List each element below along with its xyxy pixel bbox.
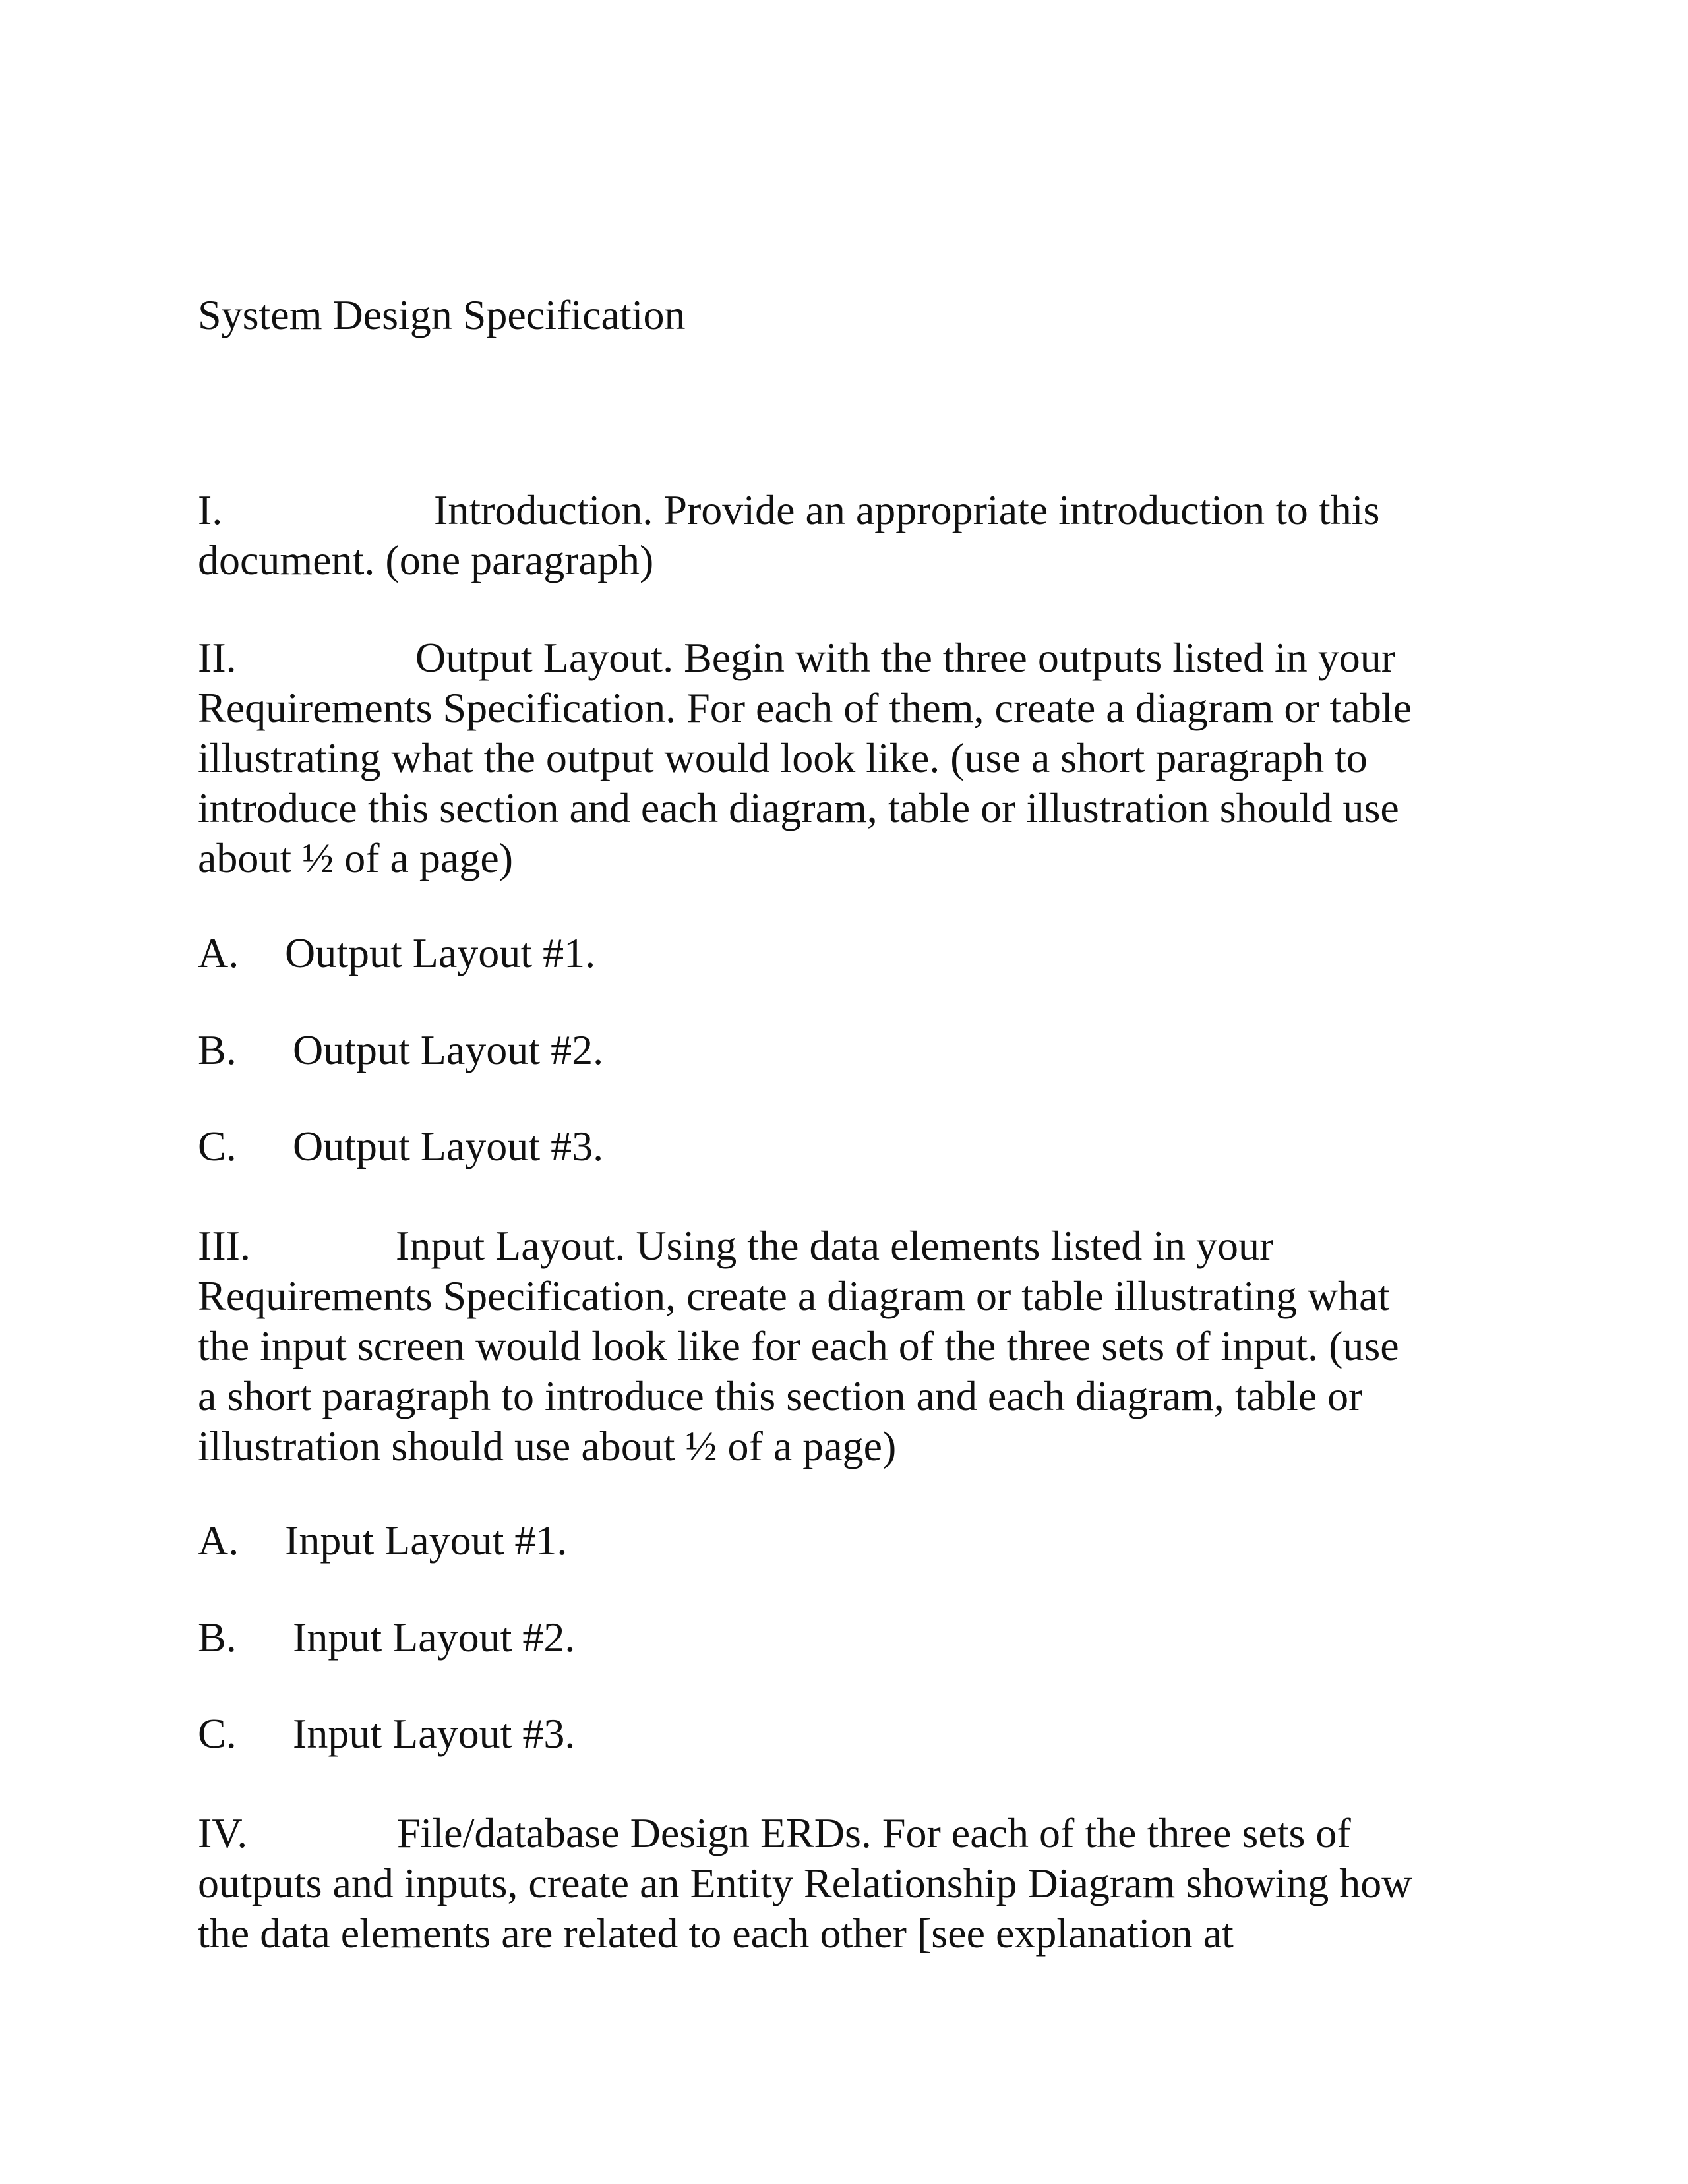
subsection-label: Output Layout #1.: [285, 930, 596, 976]
section-text: document. (one paragraph): [198, 537, 654, 583]
section-text: Output Layout. Begin with the three outputs listed in your: [415, 634, 1396, 681]
subsection-item: [198, 1121, 603, 1171]
subsection-label: Input Layout #3.: [293, 1710, 576, 1757]
subsection-label: Input Layout #1.: [285, 1517, 568, 1564]
section-text: illustration should use about ½ of a page): [198, 1423, 897, 1469]
subsection-label: Output Layout #2.: [293, 1026, 604, 1073]
section-text: Introduction. Provide an appropriate introduction to this: [434, 487, 1380, 533]
section-text: Requirements Specification. For each of them, create a diagram or table: [198, 684, 1412, 731]
section-text: illustrating what the output would look like. (use a short paragraph to: [198, 734, 1368, 781]
subsection-item: [198, 1709, 575, 1759]
subsection-letter: A.: [198, 1517, 239, 1564]
section-numeral: II.: [198, 634, 237, 681]
section-text: Input Layout. Using the data elements listed in your: [396, 1222, 1274, 1269]
document-title: System Design Specification: [198, 291, 686, 338]
section-text: File/database Design ERDs. For each of the three sets of: [397, 1810, 1351, 1856]
subsection-label: Output Layout #3.: [293, 1123, 604, 1169]
subsection-letter: B.: [198, 1026, 237, 1073]
subsection-item: [198, 928, 595, 978]
subsection-letter: C.: [198, 1710, 237, 1757]
section-text: about ½ of a page): [198, 835, 514, 881]
section-heading-line: [198, 1221, 1273, 1271]
section-text: the input screen would look like for each of the three sets of input. (use: [198, 1322, 1399, 1369]
section-numeral: I.: [198, 487, 223, 533]
section-text: outputs and inputs, create an Entity Relationship Diagram showing how: [198, 1860, 1412, 1906]
subsection-item: [198, 1612, 575, 1663]
section-text: introduce this section and each diagram, table or illustration should use: [198, 784, 1399, 831]
section-heading-line: [198, 633, 1395, 683]
subsection-item: [198, 1025, 603, 1075]
subsection-label: Input Layout #2.: [293, 1614, 576, 1661]
section-text: the data elements are related to each other [see explanation at: [198, 1910, 1234, 1957]
subsection-item: [198, 1516, 567, 1566]
section-heading-line: [198, 485, 1379, 535]
section-numeral: III.: [198, 1222, 251, 1269]
section-numeral: IV.: [198, 1810, 248, 1856]
subsection-letter: A.: [198, 930, 239, 976]
section-heading-line: [198, 1808, 1351, 1858]
section-text: a short paragraph to introduce this section and each diagram, table or: [198, 1372, 1363, 1419]
subsection-letter: B.: [198, 1614, 237, 1661]
section-text: Requirements Specification, create a diagram or table illustrating what: [198, 1272, 1390, 1319]
subsection-letter: C.: [198, 1123, 237, 1169]
